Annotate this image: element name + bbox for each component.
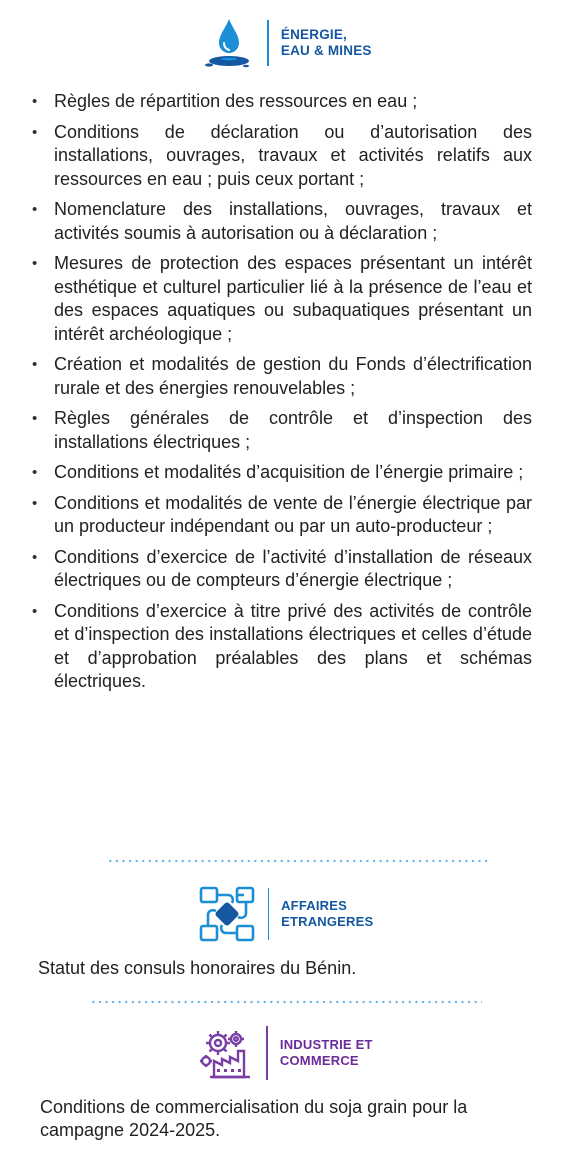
energy-section-header — [0, 14, 571, 72]
foreign-title-line2: ETRANGERES — [281, 914, 374, 929]
energy-section-title — [281, 27, 372, 59]
list-item: • Conditions d’exercice à titre privé des activités de contrôle et d’inspection des installations électriques et celles d’étude et d’approbation préalables des plans et schémas électriques. — [30, 600, 532, 694]
industry-section-title — [280, 1037, 373, 1069]
energy-items-list — [30, 90, 532, 701]
industry-title-line1: INDUSTRIE ET — [279, 1037, 373, 1052]
foreign-section-header — [0, 884, 571, 944]
list-item: • Règles générales de contrôle et d’inspection des installations électriques ; — [30, 407, 532, 454]
industry-title-line2: COMMERCE — [279, 1053, 359, 1068]
industry-section-header — [0, 1024, 571, 1082]
dotted-separator — [107, 858, 489, 864]
header-divider — [268, 888, 270, 940]
hands-puzzle-icon — [198, 885, 256, 943]
energy-title-line1: ÉNERGIE, — [280, 27, 348, 42]
list-item: • Nomenclature des installations, ouvrages, travaux et activités soumis à autorisation ou à déclaration ; — [30, 198, 532, 245]
foreign-text: Statut des consuls honoraires du Bénin. — [38, 958, 357, 978]
list-item: • Conditions de déclaration ou d’autorisation des installations, ouvrages, travaux et activités relatifs aux ressources en eau ; puis ceux portant ; — [30, 121, 532, 192]
foreign-section-title — [281, 898, 373, 930]
energy-title-line2: EAU & MINES — [280, 43, 372, 58]
list-item: • Conditions d’exercice de l’activité d’installation de réseaux électriques ou de compteurs d’énergie électrique ; — [30, 546, 532, 593]
header-divider — [266, 1026, 268, 1080]
foreign-title-line1: AFFAIRES — [281, 898, 347, 913]
gears-factory-icon — [198, 1025, 254, 1081]
list-item: • Conditions et modalités d’acquisition de l’énergie primaire ; — [30, 461, 532, 485]
industry-text: Conditions de commercialisation du soja grain pour la campagne 2024-2025. — [40, 1097, 468, 1140]
list-item: • Création et modalités de gestion du Fonds d’électrification rurale et des énergies renouvelables ; — [30, 353, 532, 400]
list-item: • Règles de répartition des ressources en eau ; — [30, 90, 532, 114]
header-divider — [267, 20, 269, 66]
list-item: • Conditions et modalités de vente de l’énergie électrique par un producteur indépendant ou par un auto-producteur ; — [30, 492, 532, 539]
water-drop-icon — [199, 15, 255, 71]
list-item: • Mesures de protection des espaces présentant un intérêt esthétique et culturel particulier lié à la présence de l’eau et des espaces aquatiques ou subaquatiques présentant un intérêt archéologique ; — [30, 252, 532, 346]
dotted-separator — [90, 999, 482, 1005]
